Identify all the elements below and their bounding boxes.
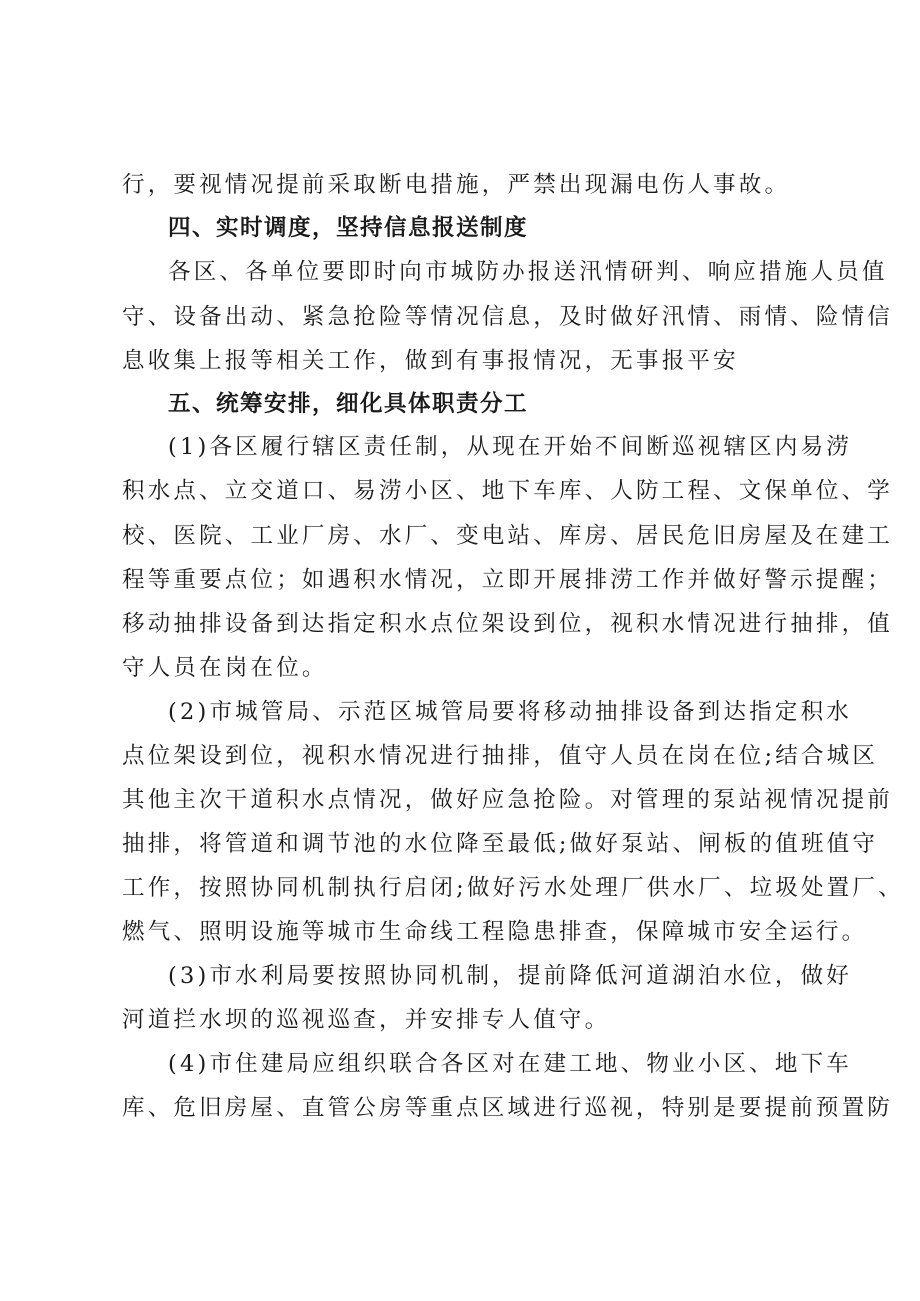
paragraph-line: 库、危旧房屋、直管公房等重点区域进行巡视，特别是要提前预置防	[122, 1095, 894, 1121]
paragraph-line: 息收集上报等相关工作，做到有事报情况，无事报平安	[122, 348, 739, 374]
paragraph-line: 守、设备出动、紧急抢险等情况信息，及时做好汛情、雨情、险情信	[122, 304, 894, 330]
paragraph-line: 抽排，将管道和调节池的水位降至最低;做好泵站、闸板的值班值守	[122, 831, 879, 857]
paragraph-line: (1)各区履行辖区责任制，从现在开始不间断巡视辖区内易涝	[168, 434, 852, 460]
paragraph-line: 守人员在岗在位。	[122, 655, 328, 681]
paragraph-line: 校、医院、工业厂房、水厂、变电站、库房、居民危旧房屋及在建工	[122, 523, 894, 549]
paragraph-line: 其他主次干道积水点情况，做好应急抢险。对管理的泵站视情况提前	[122, 787, 894, 813]
paragraph-line: 燃气、照明设施等城市生命线工程隐患排查，保障城市安全运行。	[122, 919, 868, 945]
paragraph-line: 各区、各单位要即时向市城防办报送汛情研判、响应措施人员值	[168, 259, 888, 285]
section-heading-4: 四、实时调度，坚持信息报送制度	[168, 215, 529, 241]
paragraph-line: 点位架设到位，视积水情况进行抽排，值守人员在岗在位;结合城区	[122, 743, 879, 769]
paragraph-line: 工作，按照协同机制执行启闭;做好污水处理厂供水厂、垃圾处置厂、	[122, 875, 904, 901]
paragraph-line: 移动抽排设备到达指定积水点位架设到位，视积水情况进行抽排，值	[122, 611, 894, 637]
section-heading-5: 五、统筹安排，细化具体职责分工	[168, 391, 529, 417]
paragraph-line: 积水点、立交道口、易涝小区、地下车库、人防工程、文保单位、学	[122, 478, 894, 504]
paragraph-line: 程等重要点位；如遇积水情况，立即开展排涝工作并做好警示提醒；	[122, 567, 894, 593]
paragraph-line: (3)市水利局要按照协同机制，提前降低河道湖泊水位，做好	[168, 963, 852, 989]
paragraph-line: (2)市城管局、示范区城管局要将移动抽排设备到达指定积水	[168, 699, 852, 725]
paragraph-line: (4)市住建局应组织联合各区对在建工地、物业小区、地下车	[168, 1051, 852, 1077]
paragraph-line: 河道拦水坝的巡视巡查，并安排专人值守。	[122, 1007, 611, 1033]
paragraph-line: 行，要视情况提前采取断电措施，严禁出现漏电伤人事故。	[122, 172, 791, 198]
